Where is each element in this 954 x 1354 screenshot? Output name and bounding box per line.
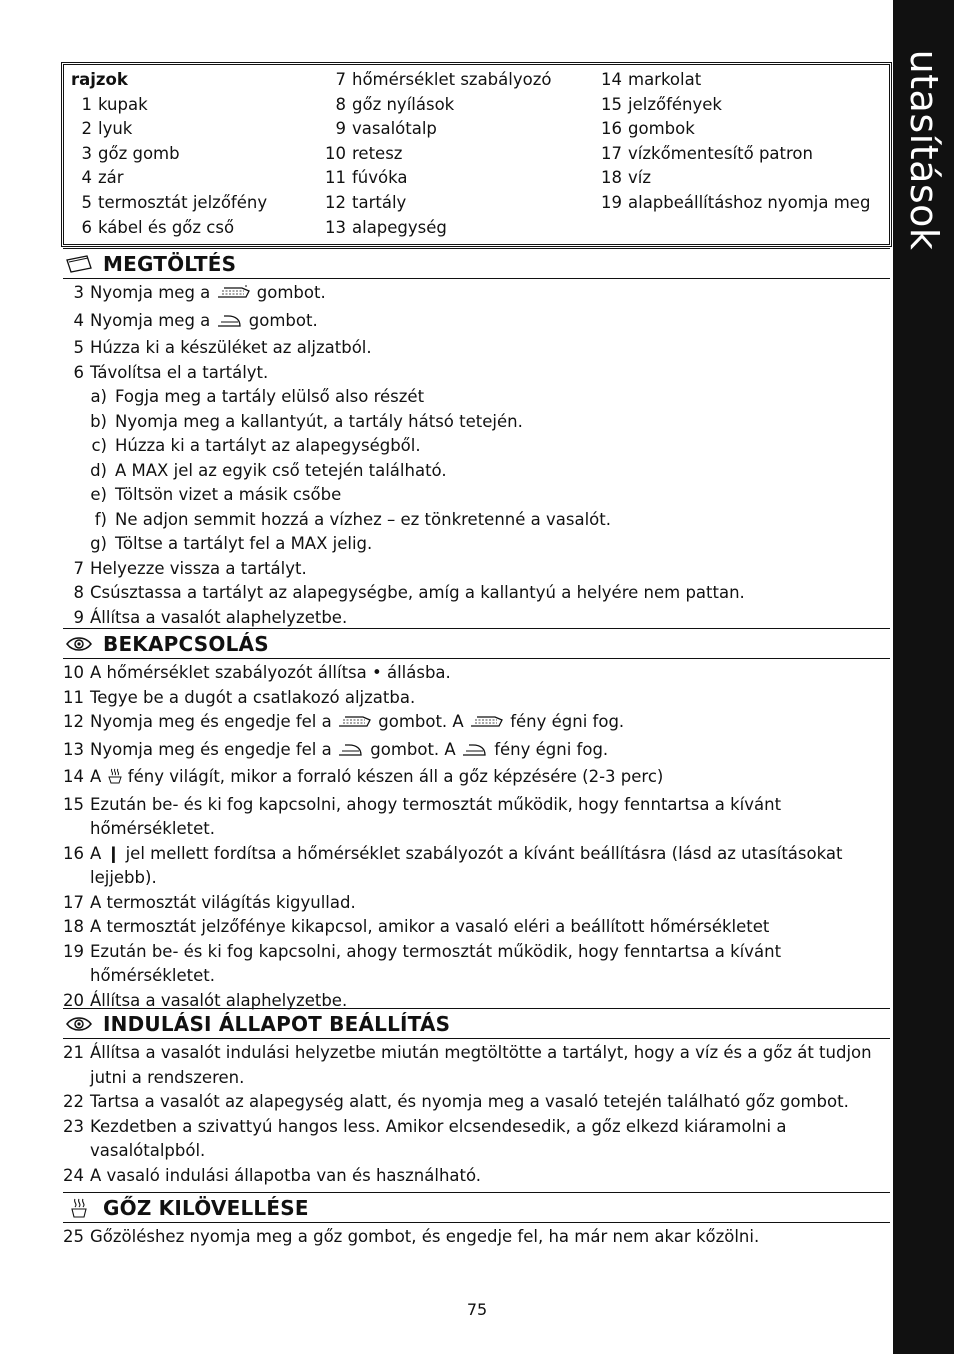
list-item: 10 A hőmérséklet szabályozót állítsa • állásba. [63, 663, 451, 682]
startup-steps [63, 1041, 890, 1188]
steam-burst-steps [63, 1225, 890, 1250]
part-item: 11 fúvóka [325, 168, 408, 188]
parts-title: rajzok [71, 70, 128, 89]
list-item: 11 Tegye be a dugót a csatlakozó aljzatba. [63, 687, 416, 707]
part-item: 17 vízkőmentesítő patron [601, 143, 813, 163]
part-item: 19 alapbeállításhoz nyomja meg [601, 192, 871, 212]
list-item: 12 Nyomja meg és engedje fel a gombot. A fény égni fog. [63, 710, 890, 738]
steam-iron-icon [337, 713, 373, 738]
list-item: b) Nyomja meg a kallantyút, a tartály hátsó tetején. [90, 411, 523, 431]
side-tab [893, 0, 954, 1354]
list-item: 21 Állítsa a vasalót indulási helyzetbe miután megtöltötte a tartályt, hogy a víz és a gőz át tudjon jutni a rendszeren. [63, 1043, 872, 1087]
list-item: 6 Távolítsa el a tartályt. [73, 362, 269, 382]
list-item: 25 Gőzöléshez nyomja meg a gőz gombot, és engedje fel, ha már nem akar kőzölni. [63, 1227, 760, 1246]
list-item: 15 Ezután be- és ki fog kapcsolni, ahogy termosztát működik, hogy fenntartsa a kívánt hőmérsékletet. [63, 794, 782, 838]
iron-icon [461, 741, 489, 766]
power-on-steps [63, 661, 890, 1013]
part-item: 2 lyuk [81, 119, 133, 139]
part-item: 12 tartály [325, 192, 407, 212]
section-startup-header [63, 1008, 890, 1039]
list-item: 14 A fény világít, mikor a forraló készen áll a gőz képzésére (2-3 perc) [63, 765, 890, 793]
section-title: BEKAPCSOLÁS [103, 631, 269, 656]
steam-iron-icon [216, 284, 252, 309]
list-item: g) Töltse a tartályt fel a MAX jelig. [90, 534, 373, 553]
parts-column-2 [322, 68, 551, 240]
section-title: GŐZ KILÖVELLÉSE [103, 1195, 309, 1220]
list-item: 7 Helyezze vissza a tartályt. [73, 558, 307, 578]
part-item: 6 kábel és gőz cső [81, 217, 235, 237]
section-title: MEGTÖLTÉS [103, 251, 237, 276]
part-item: 14 markolat [601, 70, 702, 89]
iron-icon [216, 312, 244, 337]
list-item: 3 Nyomja meg a gombot. [63, 281, 890, 309]
list-item: f) Ne adjon semmit hozzá a vízhez – ez tönkretenné a vasalót. [94, 509, 611, 529]
list-item: 5 Húzza ki a készüléket az aljzatból. [73, 338, 372, 357]
list-item: 18 A termosztát jelzőfénye kikapcsol, amikor a vasaló eléri a beállított hőmérsékletet [63, 917, 770, 936]
page-number: 75 [466, 1300, 488, 1319]
parts-list-box [63, 64, 890, 245]
part-item: 9 vasalótalp [335, 119, 437, 139]
part-item: 18 víz [601, 168, 652, 188]
section-filling-header [63, 248, 890, 279]
eye-icon [65, 633, 93, 655]
list-item: 24 A vasaló indulási állapotba van és használható. [63, 1165, 482, 1185]
part-item: 13 alapegység [325, 217, 447, 237]
list-item: 9 Állítsa a vasalót alaphelyzetbe. [73, 607, 348, 627]
side-tab-label: utasítások [901, 49, 946, 251]
parts-column-3 [598, 68, 870, 216]
list-item: a) Fogja meg a tartály elülső also részét [90, 387, 425, 406]
part-item: 1 kupak [81, 94, 148, 114]
filling-steps [63, 281, 890, 630]
water-tank-icon [65, 253, 93, 275]
section-power-on-header [63, 628, 890, 659]
section-title: INDULÁSI ÁLLAPOT BEÁLLÍTÁS [103, 1011, 451, 1036]
part-item: 4 zár [81, 168, 124, 188]
part-item: 3 gőz gomb [81, 143, 180, 163]
parts-column-1 [70, 68, 267, 240]
iron-icon [337, 741, 365, 766]
part-item: 5 termosztát jelzőfény [81, 192, 268, 212]
steam-icon [65, 1197, 93, 1219]
part-item: 16 gombok [601, 119, 695, 139]
list-item: d) A MAX jel az egyik cső tetején található. [90, 460, 447, 480]
part-item: 7 hőmérséklet szabályozó [335, 70, 552, 89]
eye-icon [65, 1013, 93, 1035]
steam-iron-icon [469, 713, 505, 738]
steam-icon [107, 767, 123, 793]
part-item: 8 gőz nyílások [335, 94, 455, 114]
list-item: 22 Tartsa a vasalót az alapegység alatt, és nyomja meg a vasaló tetején található gőz gombot. [63, 1092, 849, 1111]
list-item: 8 Csúsztassa a tartályt az alapegységbe, amíg a kallantyú a helyére nem pattan. [73, 583, 745, 602]
list-item: 17 A termosztát világítás kigyullad. [63, 892, 356, 912]
list-item: 16 A ❙ jel mellett fordítsa a hőmérséklet szabályozót a kívánt beállításra (lásd az utasításokat lejjebb). [63, 843, 843, 887]
part-item: 15 jelzőfények [601, 94, 722, 114]
list-item: 20 Állítsa a vasalót alaphelyzetbe. [63, 990, 348, 1010]
list-item: c) Húzza ki a tartályt az alapegységből. [91, 436, 421, 455]
part-item: 10 retesz [325, 143, 403, 163]
list-item: 13 Nyomja meg és engedje fel a gombot. A fény égni fog. [63, 738, 890, 766]
list-item: e) Töltsön vizet a másik csőbe [90, 485, 342, 504]
list-item: 4 Nyomja meg a gombot. [63, 309, 890, 337]
list-item: 23 Kezdetben a szivattyú hangos less. Amikor elcsendesedik, a gőz elkezd kiáramolni a vasalótalpból. [63, 1116, 787, 1160]
section-steam-burst-header [63, 1192, 890, 1223]
list-item: 19 Ezután be- és ki fog kapcsolni, ahogy termosztát működik, hogy fenntartsa a kívánt hőmérsékletet. [63, 941, 782, 985]
